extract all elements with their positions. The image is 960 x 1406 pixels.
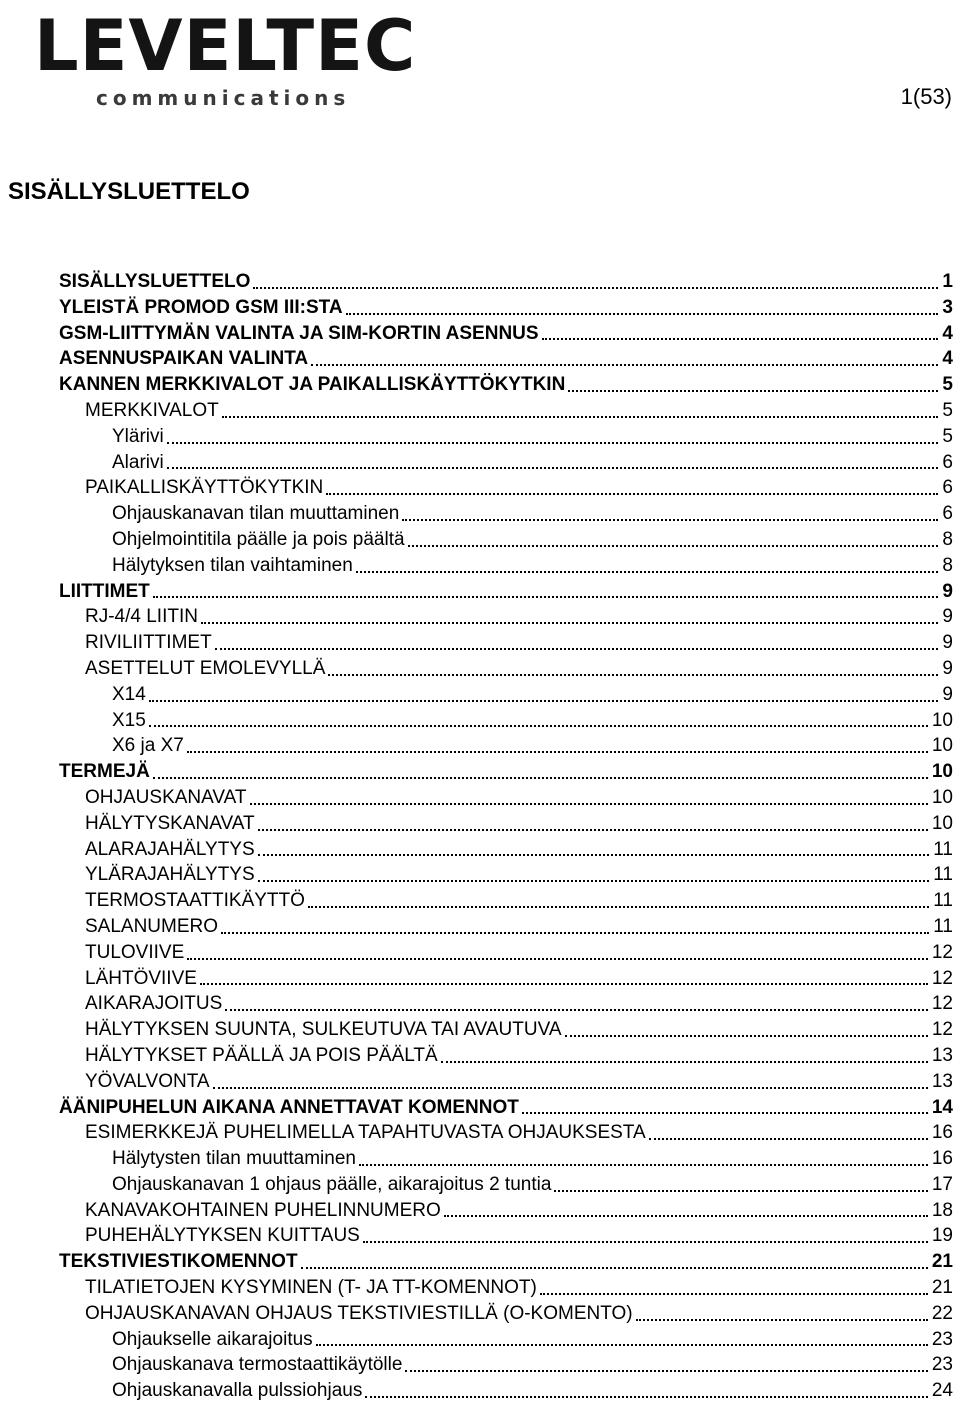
- toc-entry[interactable]: [59, 527, 953, 553]
- dot-leader: [149, 700, 939, 702]
- toc-entry[interactable]: [59, 708, 953, 734]
- toc-entry-page: 10: [931, 786, 953, 808]
- toc-entry-title: Ohjauskanava termostaattikäytölle: [112, 1354, 403, 1376]
- toc-entry-title: ALARAJAHÄLYTYS: [85, 838, 255, 860]
- toc-entry[interactable]: [59, 604, 953, 630]
- dot-leader: [565, 1035, 928, 1037]
- toc-entry[interactable]: [59, 295, 953, 321]
- toc-entry-title: RIVILIITTIMET: [85, 632, 212, 654]
- toc-entry-page: 10: [931, 761, 953, 783]
- dot-leader: [402, 519, 938, 521]
- toc-entry[interactable]: [59, 733, 953, 759]
- dot-leader: [187, 751, 928, 753]
- dot-leader: [253, 287, 938, 289]
- toc-entry-title: SALANUMERO: [85, 915, 219, 937]
- dot-leader: [365, 1396, 928, 1398]
- dot-leader: [444, 1215, 928, 1217]
- toc-entry-page: 16: [931, 1148, 953, 1170]
- toc-entry-page: 6: [942, 451, 953, 473]
- toc-entry-page: 10: [931, 709, 953, 731]
- dot-leader: [363, 1241, 928, 1243]
- dot-leader: [636, 1319, 928, 1321]
- toc-entry-title: Ohjelmointitila päälle ja pois päältä: [112, 528, 405, 550]
- toc-entry-page: 19: [931, 1225, 953, 1247]
- toc-entry[interactable]: [59, 914, 953, 940]
- toc-entry-page: 16: [931, 1122, 953, 1144]
- toc-entry-page: 9: [942, 580, 953, 602]
- toc-entry-page: 3: [942, 296, 953, 318]
- page-number: 1(53): [900, 84, 952, 109]
- toc-entry-title: TULOVIIVE: [85, 941, 185, 963]
- toc-entry[interactable]: [59, 398, 953, 424]
- toc-entry-page: 5: [942, 374, 953, 396]
- toc-entry-page: 11: [933, 890, 953, 912]
- toc-entry-page: 10: [931, 735, 953, 757]
- toc-entry[interactable]: [59, 475, 953, 501]
- toc-entry[interactable]: [59, 501, 953, 527]
- dot-leader: [258, 829, 928, 831]
- toc-entry-page: 9: [942, 632, 953, 654]
- toc-entry[interactable]: [59, 630, 953, 656]
- dot-leader: [167, 442, 939, 444]
- toc-entry[interactable]: [59, 579, 953, 605]
- toc-entry-title: TERMEJÄ: [59, 761, 150, 783]
- toc-entry-title: OHJAUSKANAVAT: [85, 786, 247, 808]
- toc-entry[interactable]: [59, 682, 953, 708]
- dot-leader: [153, 777, 928, 779]
- dot-leader: [225, 1009, 928, 1011]
- toc-entry[interactable]: [59, 1172, 953, 1198]
- toc-entry-page: 4: [942, 348, 953, 370]
- dot-leader: [153, 596, 939, 598]
- dot-leader: [311, 364, 938, 366]
- toc-entry[interactable]: [59, 1223, 953, 1249]
- toc-entry-title: RJ-4/4 LIITIN: [85, 606, 198, 628]
- toc-entry[interactable]: [59, 1198, 953, 1224]
- dot-leader: [222, 416, 939, 418]
- toc-entry[interactable]: [59, 1327, 953, 1353]
- toc-entry-page: 11: [933, 915, 953, 937]
- toc-entry[interactable]: [59, 940, 953, 966]
- toc-entry-page: 8: [942, 554, 953, 576]
- toc-entry-title: PUHEHÄLYTYKSEN KUITTAUS: [85, 1225, 360, 1247]
- toc-entry[interactable]: [59, 1120, 953, 1146]
- toc-entry-page: 22: [931, 1302, 953, 1324]
- toc-entry-title: X15: [112, 709, 146, 731]
- toc-entry-page: 21: [931, 1277, 953, 1299]
- dot-leader: [408, 545, 939, 547]
- toc-entry-page: 17: [931, 1173, 953, 1195]
- toc-entry[interactable]: [59, 811, 953, 837]
- toc-entry-page: 11: [933, 838, 953, 860]
- dot-leader: [554, 1190, 927, 1192]
- toc-entry[interactable]: [59, 862, 953, 888]
- toc-entry[interactable]: [59, 1249, 953, 1275]
- toc-entry-title: LIITTIMET: [59, 580, 150, 602]
- toc-entry-page: 14: [931, 1096, 953, 1118]
- toc-entry-page: 23: [931, 1354, 953, 1376]
- dot-leader: [540, 1293, 928, 1295]
- toc-entry-page: 4: [942, 322, 953, 344]
- toc-entry-page: 5: [942, 399, 953, 421]
- toc-entry[interactable]: [59, 1301, 953, 1327]
- toc-entry[interactable]: [59, 656, 953, 682]
- toc-entry-page: 9: [942, 683, 953, 705]
- logo-tagline: communications: [96, 86, 351, 110]
- toc-entry[interactable]: [59, 966, 953, 992]
- dot-leader: [522, 1112, 928, 1114]
- dot-leader: [149, 725, 928, 727]
- toc-entry-page: 18: [931, 1199, 953, 1221]
- toc-entry-title: HÄLYTYSKANAVAT: [85, 812, 255, 834]
- dot-leader: [213, 1087, 928, 1089]
- dot-leader: [258, 880, 930, 882]
- toc-entry-page: 9: [942, 657, 953, 679]
- toc-entry-title: ASETTELUT EMOLEVYLLÄ: [85, 657, 326, 679]
- toc-entry-title: ASENNUSPAIKAN VALINTA: [59, 348, 309, 370]
- toc-entry[interactable]: [59, 269, 953, 295]
- dot-leader: [405, 1370, 927, 1372]
- toc-entry-title: Ohjauskanavan tilan muuttaminen: [112, 503, 400, 525]
- toc-entry-page: 12: [931, 1019, 953, 1041]
- toc-entry-title: YLEISTÄ PROMOD GSM III:STA: [59, 296, 343, 318]
- dot-leader: [308, 906, 929, 908]
- toc-entry-title: Hälytyksen tilan vaihtaminen: [112, 554, 353, 576]
- dot-leader: [167, 467, 939, 469]
- toc-entry-title: Ohjauskanavan 1 ohjaus päälle, aikarajoitus 2 tuntia: [112, 1173, 552, 1195]
- logo-wordmark: LEVELTEC: [34, 5, 417, 87]
- toc-entry[interactable]: [59, 372, 953, 398]
- toc-entry-title: HÄLYTYKSEN SUUNTA, SULKEUTUVA TAI AVAUTUVA: [85, 1019, 562, 1041]
- toc-entry[interactable]: [59, 785, 953, 811]
- dot-leader: [201, 622, 938, 624]
- toc-entry-page: 9: [942, 606, 953, 628]
- toc-entry-title: ESIMERKKEJÄ PUHELIMELLA TAPAHTUVASTA OHJAUKSESTA: [85, 1122, 646, 1144]
- toc-entry-title: MERKKIVALOT: [85, 399, 219, 421]
- toc-entry-title: Ylärivi: [112, 425, 164, 447]
- toc-entry[interactable]: [59, 321, 953, 347]
- toc-entry-title: KANNEN MERKKIVALOT JA PAIKALLISKÄYTTÖKYTKIN: [59, 374, 566, 396]
- dot-leader: [301, 1267, 928, 1269]
- toc-entry-title: HÄLYTYKSET PÄÄLLÄ JA POIS PÄÄLTÄ: [85, 1044, 438, 1066]
- toc-entry-page: 6: [942, 503, 953, 525]
- toc-entry-title: LÄHTÖVIIVE: [85, 967, 197, 989]
- toc-entry[interactable]: [59, 991, 953, 1017]
- toc-entry[interactable]: [59, 1352, 953, 1378]
- toc-entry[interactable]: [59, 1095, 953, 1121]
- dot-leader: [441, 1061, 928, 1063]
- toc-entry-page: 6: [942, 477, 953, 499]
- table-of-contents: [59, 269, 953, 1404]
- dot-leader: [215, 648, 939, 650]
- toc-entry-title: ÄÄNIPUHELUN AIKANA ANNETTAVAT KOMENNOT: [59, 1096, 519, 1118]
- dot-leader: [200, 983, 928, 985]
- toc-entry-page: 21: [931, 1251, 953, 1273]
- toc-entry-page: 12: [931, 941, 953, 963]
- toc-entry[interactable]: [59, 1069, 953, 1095]
- toc-entry[interactable]: [59, 450, 953, 476]
- dot-leader: [316, 1344, 928, 1346]
- dot-leader: [258, 854, 930, 856]
- toc-entry[interactable]: [59, 837, 953, 863]
- toc-entry[interactable]: [59, 759, 953, 785]
- toc-entry-page: 23: [931, 1328, 953, 1350]
- toc-entry[interactable]: [59, 1378, 953, 1404]
- toc-entry-title: KANAVAKOHTAINEN PUHELINNUMERO: [85, 1199, 441, 1221]
- toc-entry-page: 8: [942, 528, 953, 550]
- dot-leader: [359, 1164, 928, 1166]
- toc-entry-title: TILATIETOJEN KYSYMINEN (T- JA TT-KOMENNOT): [85, 1277, 537, 1299]
- toc-entry-title: TEKSTIVIESTIKOMENNOT: [59, 1251, 298, 1273]
- dot-leader: [542, 338, 939, 340]
- toc-entry-title: Ohjaukselle aikarajoitus: [112, 1328, 313, 1350]
- toc-entry[interactable]: [59, 1043, 953, 1069]
- dot-leader: [356, 571, 939, 573]
- toc-entry-title: Ohjauskanavalla pulssiohjaus: [112, 1380, 363, 1402]
- toc-entry[interactable]: [59, 1017, 953, 1043]
- toc-entry-page: 10: [931, 812, 953, 834]
- dot-leader: [328, 674, 938, 676]
- dot-leader: [250, 803, 928, 805]
- toc-entry-page: 5: [942, 425, 953, 447]
- toc-entry-title: Hälytysten tilan muuttaminen: [112, 1148, 356, 1170]
- toc-entry-title: GSM-LIITTYMÄN VALINTA JA SIM-KORTIN ASENNUS: [59, 322, 539, 344]
- dot-leader: [346, 313, 939, 315]
- toc-entry[interactable]: [59, 553, 953, 579]
- toc-entry-title: X14: [112, 683, 146, 705]
- toc-entry-title: OHJAUSKANAVAN OHJAUS TEKSTIVIESTILLÄ (O-KOMENTO): [85, 1302, 633, 1324]
- toc-entry-title: X6 ja X7: [112, 735, 184, 757]
- dot-leader: [326, 493, 938, 495]
- toc-entry-title: PAIKALLISKÄYTTÖKYTKIN: [85, 477, 324, 499]
- toc-entry-title: YLÄRAJAHÄLYTYS: [85, 864, 255, 886]
- toc-entry-title: SISÄLLYSLUETTELO: [59, 271, 251, 292]
- toc-entry[interactable]: [59, 888, 953, 914]
- dot-leader: [221, 932, 929, 934]
- dot-leader: [568, 390, 938, 392]
- leveltec-logo: [34, 6, 464, 110]
- toc-entry[interactable]: [59, 1275, 953, 1301]
- toc-entry-page: 1: [942, 271, 953, 292]
- toc-entry-page: 24: [931, 1380, 953, 1402]
- toc-entry-page: 12: [931, 993, 953, 1015]
- toc-entry-page: 11: [933, 864, 953, 886]
- toc-entry-title: AIKARAJOITUS: [85, 993, 223, 1015]
- toc-entry[interactable]: [59, 1146, 953, 1172]
- toc-entry[interactable]: [59, 346, 953, 372]
- toc-entry-page: 13: [931, 1044, 953, 1066]
- toc-entry[interactable]: [59, 424, 953, 450]
- document-title: SISÄLLYSLUETTELO: [8, 178, 250, 205]
- toc-entry-title: Alarivi: [112, 451, 164, 473]
- dot-leader: [187, 958, 928, 960]
- toc-entry-page: 12: [931, 967, 953, 989]
- toc-entry-title: TERMOSTAATTIKÄYTTÖ: [85, 890, 305, 912]
- dot-leader: [649, 1138, 928, 1140]
- toc-entry-title: YÖVALVONTA: [85, 1070, 210, 1092]
- toc-entry-page: 13: [931, 1070, 953, 1092]
